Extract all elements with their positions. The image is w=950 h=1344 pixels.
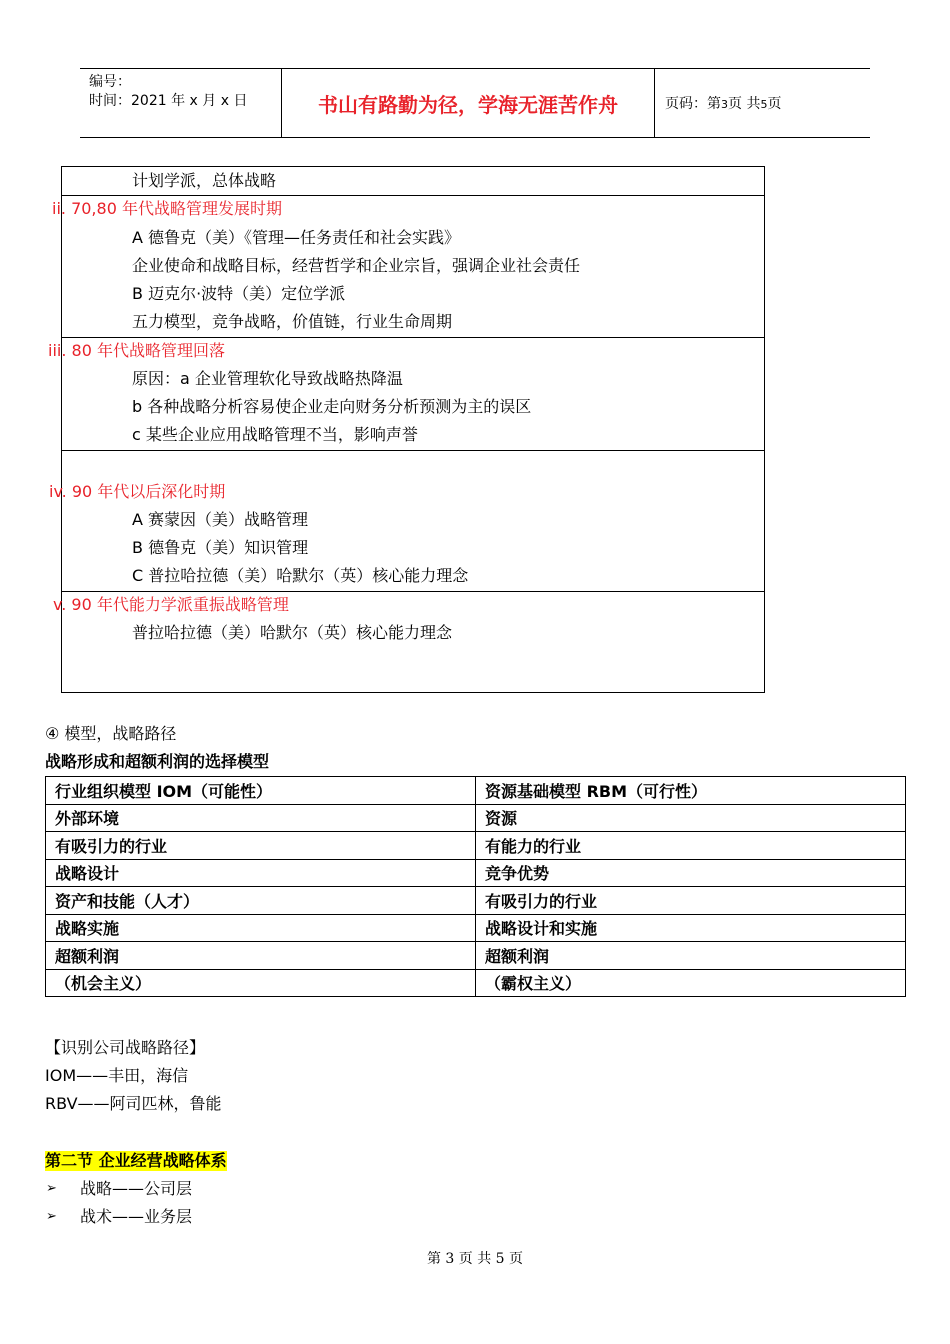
header-meta [89, 73, 247, 111]
period-heading-iv: iv. 90 年代以后深化时期 [49, 482, 226, 501]
table-cell: 有吸引力的行业 [476, 887, 906, 915]
table-row [46, 969, 906, 997]
page-current: 3 [721, 98, 728, 111]
row-divider [62, 450, 764, 451]
section-heading: 第二节 企业经营战略体系 [45, 1151, 227, 1170]
period-heading-v: v. 90 年代能力学派重振战略管理 [53, 595, 289, 614]
table-cell: 外部环境 [46, 804, 476, 832]
history-line: 五力模型，竞争战略，价值链，行业生命周期 [132, 312, 453, 331]
table-cell: （机会主义） [46, 969, 476, 997]
history-line: B 德鲁克（美）知识管理 [132, 538, 309, 557]
history-line: 普拉哈拉德（美）哈默尔（英）核心能力理念 [132, 623, 453, 642]
table-cell: （霸权主义） [476, 969, 906, 997]
table-row [46, 777, 906, 805]
bullet-arrow-icon: ➢ [46, 1209, 57, 1224]
page-mid: 页 共 [728, 96, 761, 112]
table-cell: 资产和技能（人才） [46, 887, 476, 915]
history-line: A 德鲁克（美）《管理—任务责任和社会实践》 [132, 228, 461, 247]
paths-line: RBV——阿司匹林，鲁能 [45, 1094, 222, 1113]
page-suffix: 页 [767, 96, 782, 112]
history-line: A 赛蒙因（美）战略管理 [132, 510, 309, 529]
header-page-number [665, 93, 781, 113]
history-line: 计划学派，总体战略 [132, 171, 277, 190]
model-subtitle: ④ 模型，战略路径 [45, 724, 177, 743]
model-table [45, 776, 906, 997]
table-cell: 竞争优势 [476, 859, 906, 887]
table-cell: 超额利润 [46, 942, 476, 970]
table-row [46, 914, 906, 942]
table-cell: 超额利润 [476, 942, 906, 970]
bullet-item: 战略——公司层 [80, 1179, 193, 1198]
table-cell: 行业组织模型 IOM（可能性） [46, 777, 476, 805]
history-line: B 迈克尔·波特（美）定位学派 [132, 284, 346, 303]
table-row [46, 804, 906, 832]
table-cell: 战略设计 [46, 859, 476, 887]
page-prefix: 页码：第 [665, 96, 721, 112]
doc-number-label: 编号： [89, 74, 131, 90]
paths-title: 【识别公司战略路径】 [45, 1038, 206, 1057]
row-divider [62, 591, 764, 592]
row-divider [62, 337, 764, 338]
table-cell: 资源 [476, 804, 906, 832]
history-line: b 各种战略分析容易使企业走向财务分析预测为主的误区 [132, 397, 532, 416]
bullet-arrow-icon: ➢ [46, 1181, 57, 1196]
page-header [80, 68, 870, 138]
table-row [46, 942, 906, 970]
table-row [46, 859, 906, 887]
table-row [46, 887, 906, 915]
model-table-title: 战略形成和超额利润的选择模型 [45, 752, 270, 771]
table-cell: 资源基础模型 RBM（可行性） [476, 777, 906, 805]
period-heading-ii: ii. 70,80 年代战略管理发展时期 [52, 199, 282, 218]
history-line: 原因：a 企业管理软化导致战略热降温 [132, 369, 403, 388]
doc-time-label: 时间：2021 年 x 月 x 日 [89, 93, 248, 109]
table-row [46, 832, 906, 860]
history-line: 企业使命和战略目标，经营哲学和企业宗旨，强调企业社会责任 [132, 256, 581, 275]
period-heading-iii: iii. 80 年代战略管理回落 [48, 341, 225, 360]
table-cell: 有能力的行业 [476, 832, 906, 860]
history-line: c 某些企业应用战略管理不当，影响声誉 [132, 425, 418, 444]
bullet-item: 战术——业务层 [80, 1207, 193, 1226]
header-motto: 书山有路勤为径，学海无涯苦作舟 [318, 93, 618, 117]
table-cell: 战略实施 [46, 914, 476, 942]
page-footer: 第 3 页 共 5 页 [426, 1251, 524, 1267]
page-total: 5 [760, 98, 768, 111]
row-divider [62, 195, 764, 196]
paths-line: IOM——丰田，海信 [45, 1066, 189, 1085]
table-cell: 战略设计和实施 [476, 914, 906, 942]
table-cell: 有吸引力的行业 [46, 832, 476, 860]
header-divider [654, 69, 655, 137]
history-line: C 普拉哈拉德（美）哈默尔（英）核心能力理念 [132, 566, 469, 585]
